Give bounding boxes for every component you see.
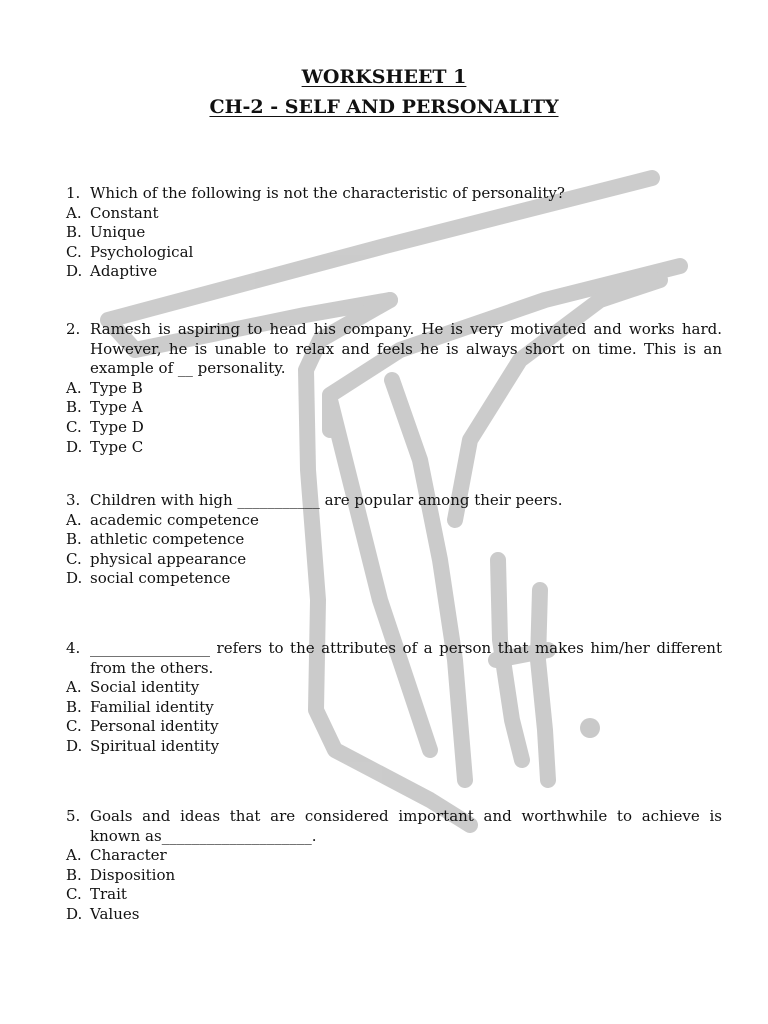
option-text: Spiritual identity (90, 737, 220, 755)
option-text: Psychological (90, 242, 194, 261)
option-text: Trait (90, 885, 127, 904)
question-number: 5. (66, 807, 81, 825)
option-text: Type B (90, 378, 143, 397)
option-letter: D. (66, 262, 83, 281)
option-letter: B. (66, 223, 82, 242)
option-a (66, 204, 159, 224)
option-text: Familial identity (90, 697, 214, 716)
option-c (66, 550, 246, 570)
option-text: Values (90, 905, 140, 923)
option-d (66, 737, 219, 757)
question-stem: Which of the following is not the characteristic of personality? (90, 184, 565, 202)
option-text: Type A (90, 398, 143, 417)
option-text: Disposition (90, 865, 176, 884)
option-text: physical appearance (90, 549, 247, 568)
chapter-title: CH-2 - SELF AND PERSONALITY (209, 96, 559, 118)
option-text: athletic competence (90, 530, 245, 549)
option-b (66, 398, 143, 418)
option-c (66, 717, 219, 737)
option-letter: C. (66, 242, 82, 261)
option-letter: D. (66, 437, 83, 456)
option-text: social competence (90, 569, 231, 588)
worksheet-title: WORKSHEET 1 (301, 66, 467, 88)
option-a (66, 511, 259, 531)
option-d (66, 569, 230, 589)
option-letter: D. (66, 737, 83, 755)
option-text: Social identity (90, 678, 200, 697)
question-stem: ________________ refers to the attributes of a person that makes him/her different from the others. (90, 639, 722, 677)
question-stem: Children with high ___________ are popular among their peers. (90, 491, 563, 509)
option-a (66, 678, 199, 698)
option-letter: C. (66, 549, 82, 568)
option-letter: A. (66, 203, 82, 222)
option-text: Character (90, 846, 167, 865)
option-text: Personal identity (90, 717, 219, 736)
option-d (66, 438, 143, 458)
option-letter: A. (66, 378, 82, 397)
option-letter: C. (66, 717, 82, 736)
option-a (66, 379, 143, 399)
option-text: Type C (90, 437, 144, 456)
question-number: 3. (66, 491, 81, 509)
option-d (66, 262, 157, 282)
question-number: 4. (66, 639, 81, 657)
option-letter: B. (66, 697, 82, 716)
option-text: Constant (90, 203, 159, 222)
option-letter: A. (66, 510, 82, 529)
option-letter: B. (66, 530, 82, 549)
question-number: 2. (66, 320, 81, 338)
question-stem: Ramesh is aspiring to head his company. He is very motivated and works hard. However, he is unable to relax and feels he is always short on time. This is an example of __ personality. (90, 320, 722, 378)
option-letter: B. (66, 865, 82, 884)
option-letter: B. (66, 398, 82, 417)
option-b (66, 698, 214, 718)
question-number: 1. (66, 184, 81, 202)
option-c (66, 243, 193, 263)
question-stem: Goals and ideas that are considered important and worthwhile to achieve is known as____________________. (90, 807, 722, 845)
option-letter: D. (66, 905, 83, 923)
option-a (66, 846, 167, 866)
option-text: Adaptive (90, 262, 158, 281)
option-letter: A. (66, 846, 82, 865)
option-text: Type D (90, 418, 144, 436)
option-letter: D. (66, 569, 83, 588)
option-letter: C. (66, 418, 82, 436)
option-text: Unique (90, 223, 146, 242)
option-d (66, 905, 139, 925)
option-b (66, 866, 175, 886)
option-text: academic competence (90, 510, 259, 529)
option-b (66, 223, 145, 243)
option-letter: A. (66, 678, 82, 697)
option-letter: C. (66, 885, 82, 904)
option-c (66, 885, 127, 905)
option-c (66, 418, 144, 438)
option-b (66, 530, 244, 550)
